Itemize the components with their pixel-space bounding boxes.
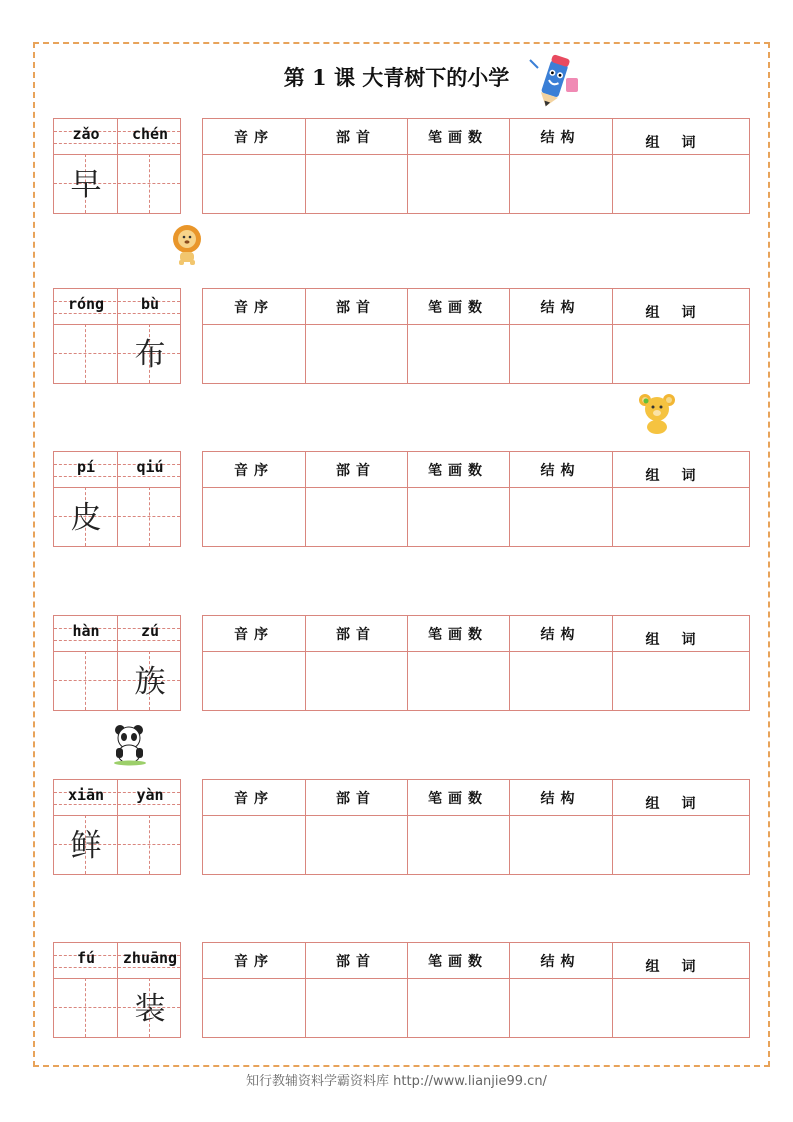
table-header: 结构 bbox=[540, 300, 581, 316]
answer-cell[interactable] bbox=[407, 817, 509, 874]
answer-cell[interactable] bbox=[612, 326, 751, 383]
answer-cell[interactable] bbox=[203, 156, 305, 213]
pinyin-label: pí bbox=[76, 458, 96, 476]
pencil-mascot-icon bbox=[528, 52, 582, 110]
footer-source: 知行教辅资料学霸资料库 http://www.lianjie99.cn/ bbox=[246, 1074, 547, 1089]
answer-cell[interactable] bbox=[305, 980, 407, 1037]
character-grid bbox=[53, 118, 181, 214]
table-header: 音序 bbox=[234, 463, 274, 479]
table-header: 结构 bbox=[540, 463, 581, 479]
hanzi-character: 布 bbox=[134, 337, 166, 373]
table-header: 音序 bbox=[234, 627, 274, 643]
answer-cell[interactable] bbox=[509, 980, 612, 1037]
panda-icon bbox=[108, 722, 152, 766]
answer-cell[interactable] bbox=[407, 326, 509, 383]
answer-cell[interactable] bbox=[509, 489, 612, 546]
bear-icon bbox=[636, 391, 680, 435]
table-header: 部首 bbox=[336, 627, 376, 643]
pinyin-label: bù bbox=[140, 295, 160, 313]
answer-cell[interactable] bbox=[203, 489, 305, 546]
answer-cell[interactable] bbox=[203, 653, 305, 710]
table-header: 部首 bbox=[336, 463, 376, 479]
pinyin-label: róng bbox=[67, 295, 105, 313]
answer-cell[interactable] bbox=[407, 489, 509, 546]
answer-cell[interactable] bbox=[612, 489, 751, 546]
answer-cell[interactable] bbox=[407, 653, 509, 710]
answer-cell[interactable] bbox=[203, 326, 305, 383]
table-header: 结构 bbox=[540, 791, 581, 807]
lesson-row bbox=[0, 288, 793, 384]
table-header: 笔画数 bbox=[428, 791, 488, 807]
lesson-row bbox=[0, 942, 793, 1038]
character-info-table bbox=[202, 615, 750, 711]
table-header: 部首 bbox=[336, 791, 376, 807]
pinyin-label: zǎo bbox=[72, 125, 100, 143]
answer-cell[interactable] bbox=[509, 156, 612, 213]
answer-cell[interactable] bbox=[203, 817, 305, 874]
pinyin-label: hàn bbox=[72, 622, 100, 640]
pinyin-label: xiān bbox=[67, 786, 105, 804]
character-info-table bbox=[202, 118, 750, 214]
table-header: 笔画数 bbox=[428, 463, 488, 479]
table-header: 部首 bbox=[336, 130, 376, 146]
answer-cell[interactable] bbox=[305, 489, 407, 546]
character-info-table bbox=[202, 451, 750, 547]
character-grid bbox=[53, 615, 181, 711]
pinyin-label: yàn bbox=[136, 786, 164, 804]
character-info-table bbox=[202, 942, 750, 1038]
answer-cell[interactable] bbox=[612, 980, 751, 1037]
lesson-row bbox=[0, 451, 793, 547]
table-header: 组词 bbox=[645, 468, 718, 484]
answer-cell[interactable] bbox=[305, 156, 407, 213]
answer-cell[interactable] bbox=[305, 326, 407, 383]
hanzi-character: 皮 bbox=[70, 500, 102, 536]
answer-cell[interactable] bbox=[509, 653, 612, 710]
table-header: 组词 bbox=[645, 959, 718, 975]
hanzi-character: 早 bbox=[70, 167, 102, 203]
hanzi-character: 鲜 bbox=[70, 828, 102, 864]
table-header: 组词 bbox=[645, 135, 718, 151]
table-header: 笔画数 bbox=[428, 954, 488, 970]
pinyin-label: chén bbox=[131, 125, 169, 143]
table-header: 音序 bbox=[234, 954, 274, 970]
answer-cell[interactable] bbox=[509, 817, 612, 874]
pinyin-label: fú bbox=[76, 949, 96, 967]
pinyin-label: qiú bbox=[136, 458, 164, 476]
answer-cell[interactable] bbox=[612, 817, 751, 874]
answer-cell[interactable] bbox=[612, 653, 751, 710]
hanzi-character: 装 bbox=[134, 991, 166, 1027]
character-grid bbox=[53, 451, 181, 547]
character-info-table bbox=[202, 288, 750, 384]
character-grid bbox=[53, 288, 181, 384]
answer-cell[interactable] bbox=[407, 980, 509, 1037]
table-header: 结构 bbox=[540, 954, 581, 970]
answer-cell[interactable] bbox=[509, 326, 612, 383]
answer-cell[interactable] bbox=[407, 156, 509, 213]
answer-cell[interactable] bbox=[612, 156, 751, 213]
pinyin-label: zú bbox=[140, 622, 160, 640]
answer-cell[interactable] bbox=[305, 653, 407, 710]
table-header: 音序 bbox=[234, 300, 274, 316]
table-header: 笔画数 bbox=[428, 130, 488, 146]
table-header: 音序 bbox=[234, 791, 274, 807]
answer-cell[interactable] bbox=[305, 817, 407, 874]
lesson-row bbox=[0, 779, 793, 875]
lesson-row bbox=[0, 615, 793, 711]
table-header: 组词 bbox=[645, 796, 718, 812]
answer-cell[interactable] bbox=[203, 980, 305, 1037]
page-title: 第 1 课 大青树下的小学 bbox=[283, 65, 510, 90]
table-header: 部首 bbox=[336, 300, 376, 316]
character-info-table bbox=[202, 779, 750, 875]
table-header: 笔画数 bbox=[428, 627, 488, 643]
table-header: 结构 bbox=[540, 130, 581, 146]
table-header: 音序 bbox=[234, 130, 274, 146]
hanzi-character: 族 bbox=[134, 664, 166, 700]
table-header: 笔画数 bbox=[428, 300, 488, 316]
pinyin-label: zhuāng bbox=[122, 949, 178, 967]
table-header: 组词 bbox=[645, 632, 718, 648]
character-grid bbox=[53, 942, 181, 1038]
table-header: 组词 bbox=[645, 305, 718, 321]
lesson-row bbox=[0, 118, 793, 214]
table-header: 结构 bbox=[540, 627, 581, 643]
lion-icon bbox=[170, 224, 204, 266]
table-header: 部首 bbox=[336, 954, 376, 970]
character-grid bbox=[53, 779, 181, 875]
